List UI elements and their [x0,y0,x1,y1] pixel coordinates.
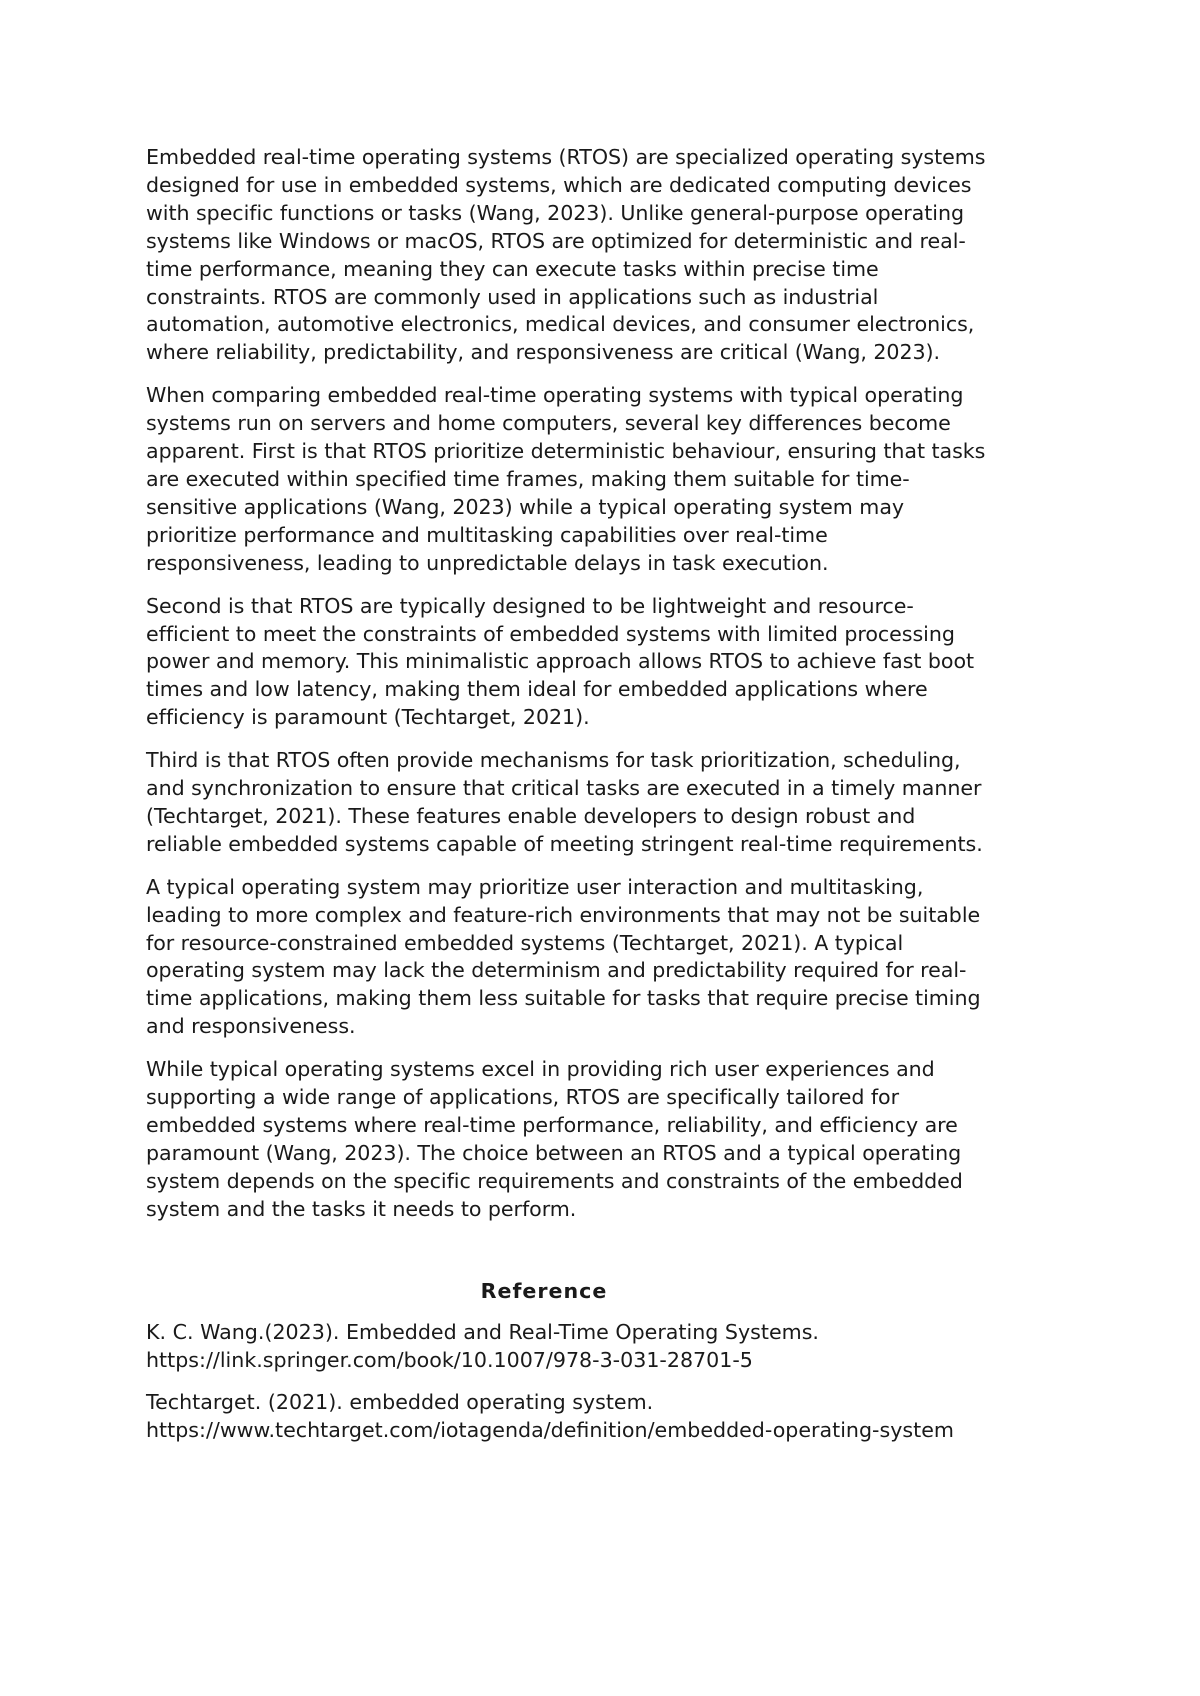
text-line: apparent. First is that RTOS prioritize deterministic behaviour, ensuring that tasks [146,439,986,464]
reference-entry-wang [146,1319,1066,1375]
text-line: embedded systems where real-time performance, reliability, and efficiency are [146,1113,958,1137]
text-line: with specific functions or tasks (Wang, 2023). Unlike general-purpose operating [146,200,964,225]
text-line: and synchronization to ensure that critical tasks are executed in a timely manner [146,776,982,801]
text-line: reliable embedded systems capable of meeting stringent real-time requirements. [146,831,983,856]
text-line: for resource-constrained embedded systems (Techtarget, 2021). A typical [146,930,904,955]
text-line: time applications, making them less suitable for tasks that require precise timing [146,986,981,1011]
text-line: system depends on the specific requirements and constraints of the embedded [146,1168,963,1193]
text-line: A typical operating system may prioritize user interaction and multitasking, [146,874,924,899]
text-line: are executed within specified time frames, making them suitable for time- [146,466,910,491]
text-line: designed for use in embedded systems, which are dedicated computing devices [146,172,972,197]
text-line: (Techtarget, 2021). These features enable developers to design robust and [146,803,916,828]
reference-heading: Reference [480,1278,608,1303]
text-line: sensitive applications (Wang, 2023) while a typical operating system may [146,494,905,519]
reference-url[interactable]: https://www.techtarget.com/iotagenda/definition/embedded-operating-system [146,1418,954,1443]
text-line: operating system may lack the determinism and predictability required for real- [146,958,967,983]
reference-citation: Techtarget. (2021). embedded operating system. [146,1390,654,1415]
text-line: leading to more complex and feature-rich environments that may not be suitable [146,902,981,927]
text-line: systems run on servers and home computers, several key differences become [146,411,951,436]
text-line: responsiveness, leading to unpredictable delays in task execution. [146,550,829,575]
text-line: time performance, meaning they can execute tasks within precise time [146,256,879,281]
text-line: paramount (Wang, 2023). The choice between an RTOS and a typical operating [146,1140,962,1165]
reference-entry-techtarget [146,1389,1066,1445]
paragraph-conclusion [146,1056,1066,1223]
paragraph-comparison [146,382,1066,577]
text-line: automation, automotive electronics, medical devices, and consumer electronics, [146,312,975,337]
text-line: Second is that RTOS are typically designed to be lightweight and resource- [146,593,914,618]
text-line: power and memory. This minimalistic approach allows RTOS to achieve fast boot [146,649,975,674]
text-line: While typical operating systems excel in providing rich user experiences and [146,1057,935,1082]
text-line: where reliability, predictability, and responsiveness are critical (Wang, 2023). [146,340,941,365]
text-line: Third is that RTOS often provide mechanisms for task prioritization, scheduling, [146,748,961,773]
text-line: systems like Windows or macOS, RTOS are optimized for deterministic and real- [146,228,966,253]
text-line: efficient to meet the constraints of embedded systems with limited processing [146,621,955,646]
text-line: When comparing embedded real-time operating systems with typical operating [146,383,964,408]
document-page [146,144,1066,1460]
reference-citation: K. C. Wang.(2023). Embedded and Real-Time Operating Systems. [146,1319,819,1344]
paragraph-intro [146,144,1066,367]
text-line: efficiency is paramount (Techtarget, 2021). [146,705,590,730]
text-line: constraints. RTOS are commonly used in applications such as industrial [146,284,879,309]
text-line: prioritize performance and multitasking capabilities over real-time [146,522,828,547]
text-line: Embedded real-time operating systems (RTOS) are specialized operating systems [146,145,986,169]
text-line: times and low latency, making them ideal for embedded applications where [146,677,928,702]
paragraph-typical-os [146,874,1066,1041]
text-line: and responsiveness. [146,1014,356,1039]
text-line: supporting a wide range of applications, RTOS are specifically tailored for [146,1085,900,1110]
text-line: system and the tasks it needs to perform. [146,1196,577,1221]
paragraph-second [146,593,1066,733]
paragraph-third [146,747,1066,859]
reference-url[interactable]: https://link.springer.com/book/10.1007/978-3-031-28701-5 [146,1347,753,1372]
